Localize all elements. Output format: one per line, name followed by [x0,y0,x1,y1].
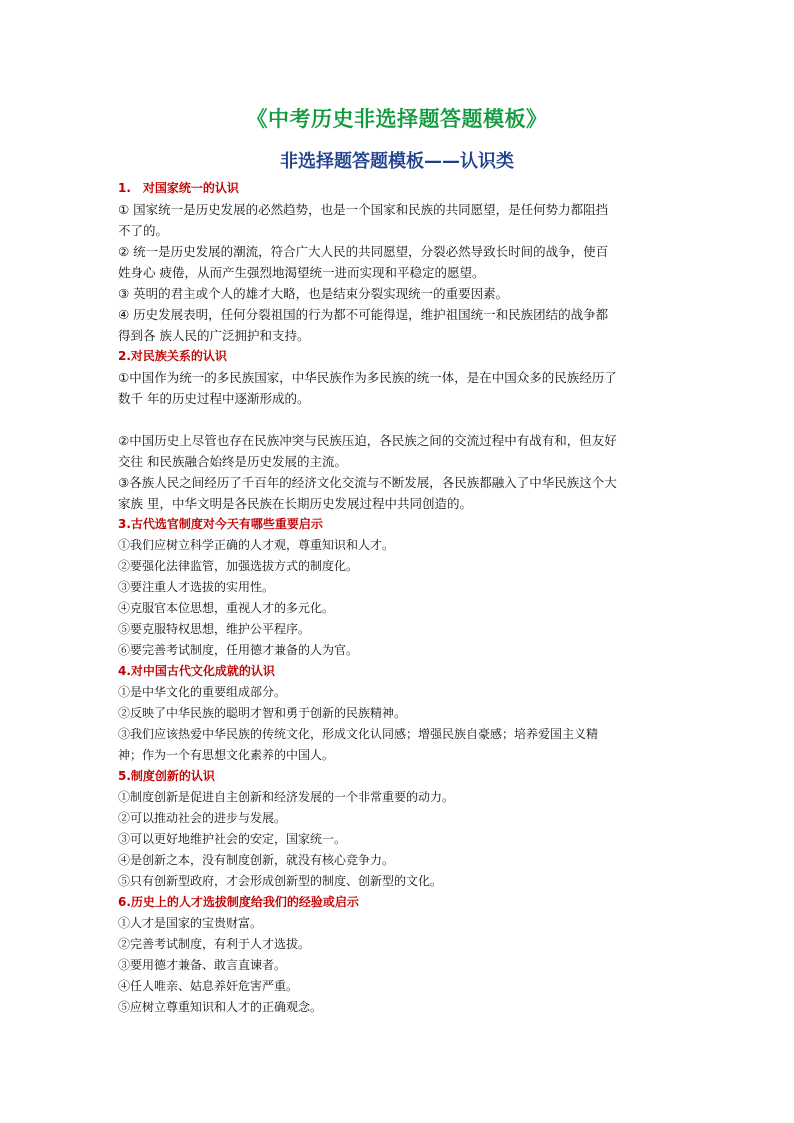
paragraph-line: ①中国作为统一的多民族国家，中华民族作为多民族的统一体，是在中国众多的民族经历了 [118,370,617,385]
document-body [118,178,690,1018]
section-talent-selection [118,892,690,1018]
section-ancient-culture [118,661,690,766]
paragraph-line: ①人才是国家的宝贵财富。 [118,916,263,930]
paragraph-line: ③要用德才兼备、敢言直谏者。 [118,958,287,972]
section-heading: 2.对民族关系的认识 [118,349,227,363]
paragraph-line: ⑤应树立尊重知识和人才的正确观念。 [118,1000,323,1014]
paragraph-line: ②可以推动社会的进步与发展。 [118,811,287,825]
section-institutional-innovation [118,766,690,892]
paragraph-line: ③要注重人才选拔的实用性。 [118,580,275,594]
section-ethnic-relations [118,346,690,514]
document-title: 《中考历史非选择题答题模板》 [246,107,548,131]
paragraph-line: ②中国历史上尽管也存在民族冲突与民族压迫，各民族之间的交流过程中有战有和，但友好 [118,433,617,448]
paragraph-line: 姓身心 疲倦，从而产生强烈地渴望统一进而实现和平稳定的愿望。 [118,265,485,280]
document-subtitle: 非选择题答题模板——认识类 [280,151,514,172]
paragraph-line: ③ 英明的君主或个人的雄才大略，也是结束分裂实现统一的重要因素。 [118,286,509,301]
section-heading: 5.制度创新的认识 [118,769,215,783]
section-heading: 4.对中国古代文化成就的认识 [118,664,275,678]
paragraph-line: 得到各 族人民的广泛拥护和支持。 [118,328,310,343]
paragraph-line: ②要强化法律监管，加强选拔方式的制度化。 [118,559,359,573]
paragraph-line: ①制度创新是促进自主创新和经济发展的一个非常重要的动力。 [118,790,455,804]
paragraph-line: ② 统一是历史发展的潮流，符合广大人民的共同愿望，分裂必然导致长时间的战争，使百 [118,244,609,259]
paragraph-line: 神；作为一个有思想文化素养的中国人。 [118,748,335,762]
paragraph-line: ①是中华文化的重要组成部分。 [118,685,287,699]
section-heading: 1. 对国家统一的认识 [118,181,239,195]
blank-line [118,409,690,430]
paragraph-line: ④任人唯亲、姑息养奸危害严重。 [118,979,299,993]
paragraph-line: ⑥要完善考试制度，任用德才兼备的人为官。 [118,643,359,657]
paragraph-line: ②反映了中华民族的聪明才智和勇于创新的民族精神。 [118,706,407,720]
paragraph-line: ④是创新之本，没有制度创新，就没有核心竞争力。 [118,853,395,867]
paragraph-line: ⑤只有创新型政府，才会形成创新型的制度、创新型的文化。 [118,874,443,888]
paragraph-line: 交往 和民族融合始终是历史发展的主流。 [118,454,347,469]
paragraph-line: 数千 年的历史过程中逐渐形成的。 [118,391,310,406]
paragraph-line: ④ 历史发展表明，任何分裂祖国的行为都不可能得逞，维护祖国统一和民族团结的战争都 [118,307,609,322]
paragraph-line: ⑤要克服特权思想，维护公平程序。 [118,622,311,636]
paragraph-line: ③可以更好地维护社会的安定，国家统一。 [118,832,347,846]
paragraph-line: ③各族人民之间经历了千百年的经济文化交流与不断发展，各民族都融入了中华民族这个大 [118,475,617,490]
paragraph-line: 不了的。 [118,223,169,238]
paragraph-line: ① 国家统一是历史发展的必然趋势，也是一个国家和民族的共同愿望，是任何势力都阻挡 [118,202,609,217]
paragraph-line: 家族 里，中华文明是各民族在长期历史发展过程中共同创造的。 [118,496,472,511]
paragraph-line: ④克服官本位思想，重视人才的多元化。 [118,601,335,615]
paragraph-line: ②完善考试制度，有利于人才选拔。 [118,937,311,951]
section-official-selection [118,514,690,661]
section-heading: 3.古代选官制度对今天有哪些重要启示 [118,517,323,531]
paragraph-line: ①我们应树立科学正确的人才观，尊重知识和人才。 [118,538,395,552]
section-heading: 6.历史上的人才选拔制度给我们的经验或启示 [118,895,359,909]
paragraph-line: ③我们应该热爱中华民族的传统文化，形成文化认同感；增强民族自豪感；培养爱国主义精 [118,727,599,741]
section-national-unity [118,178,690,346]
